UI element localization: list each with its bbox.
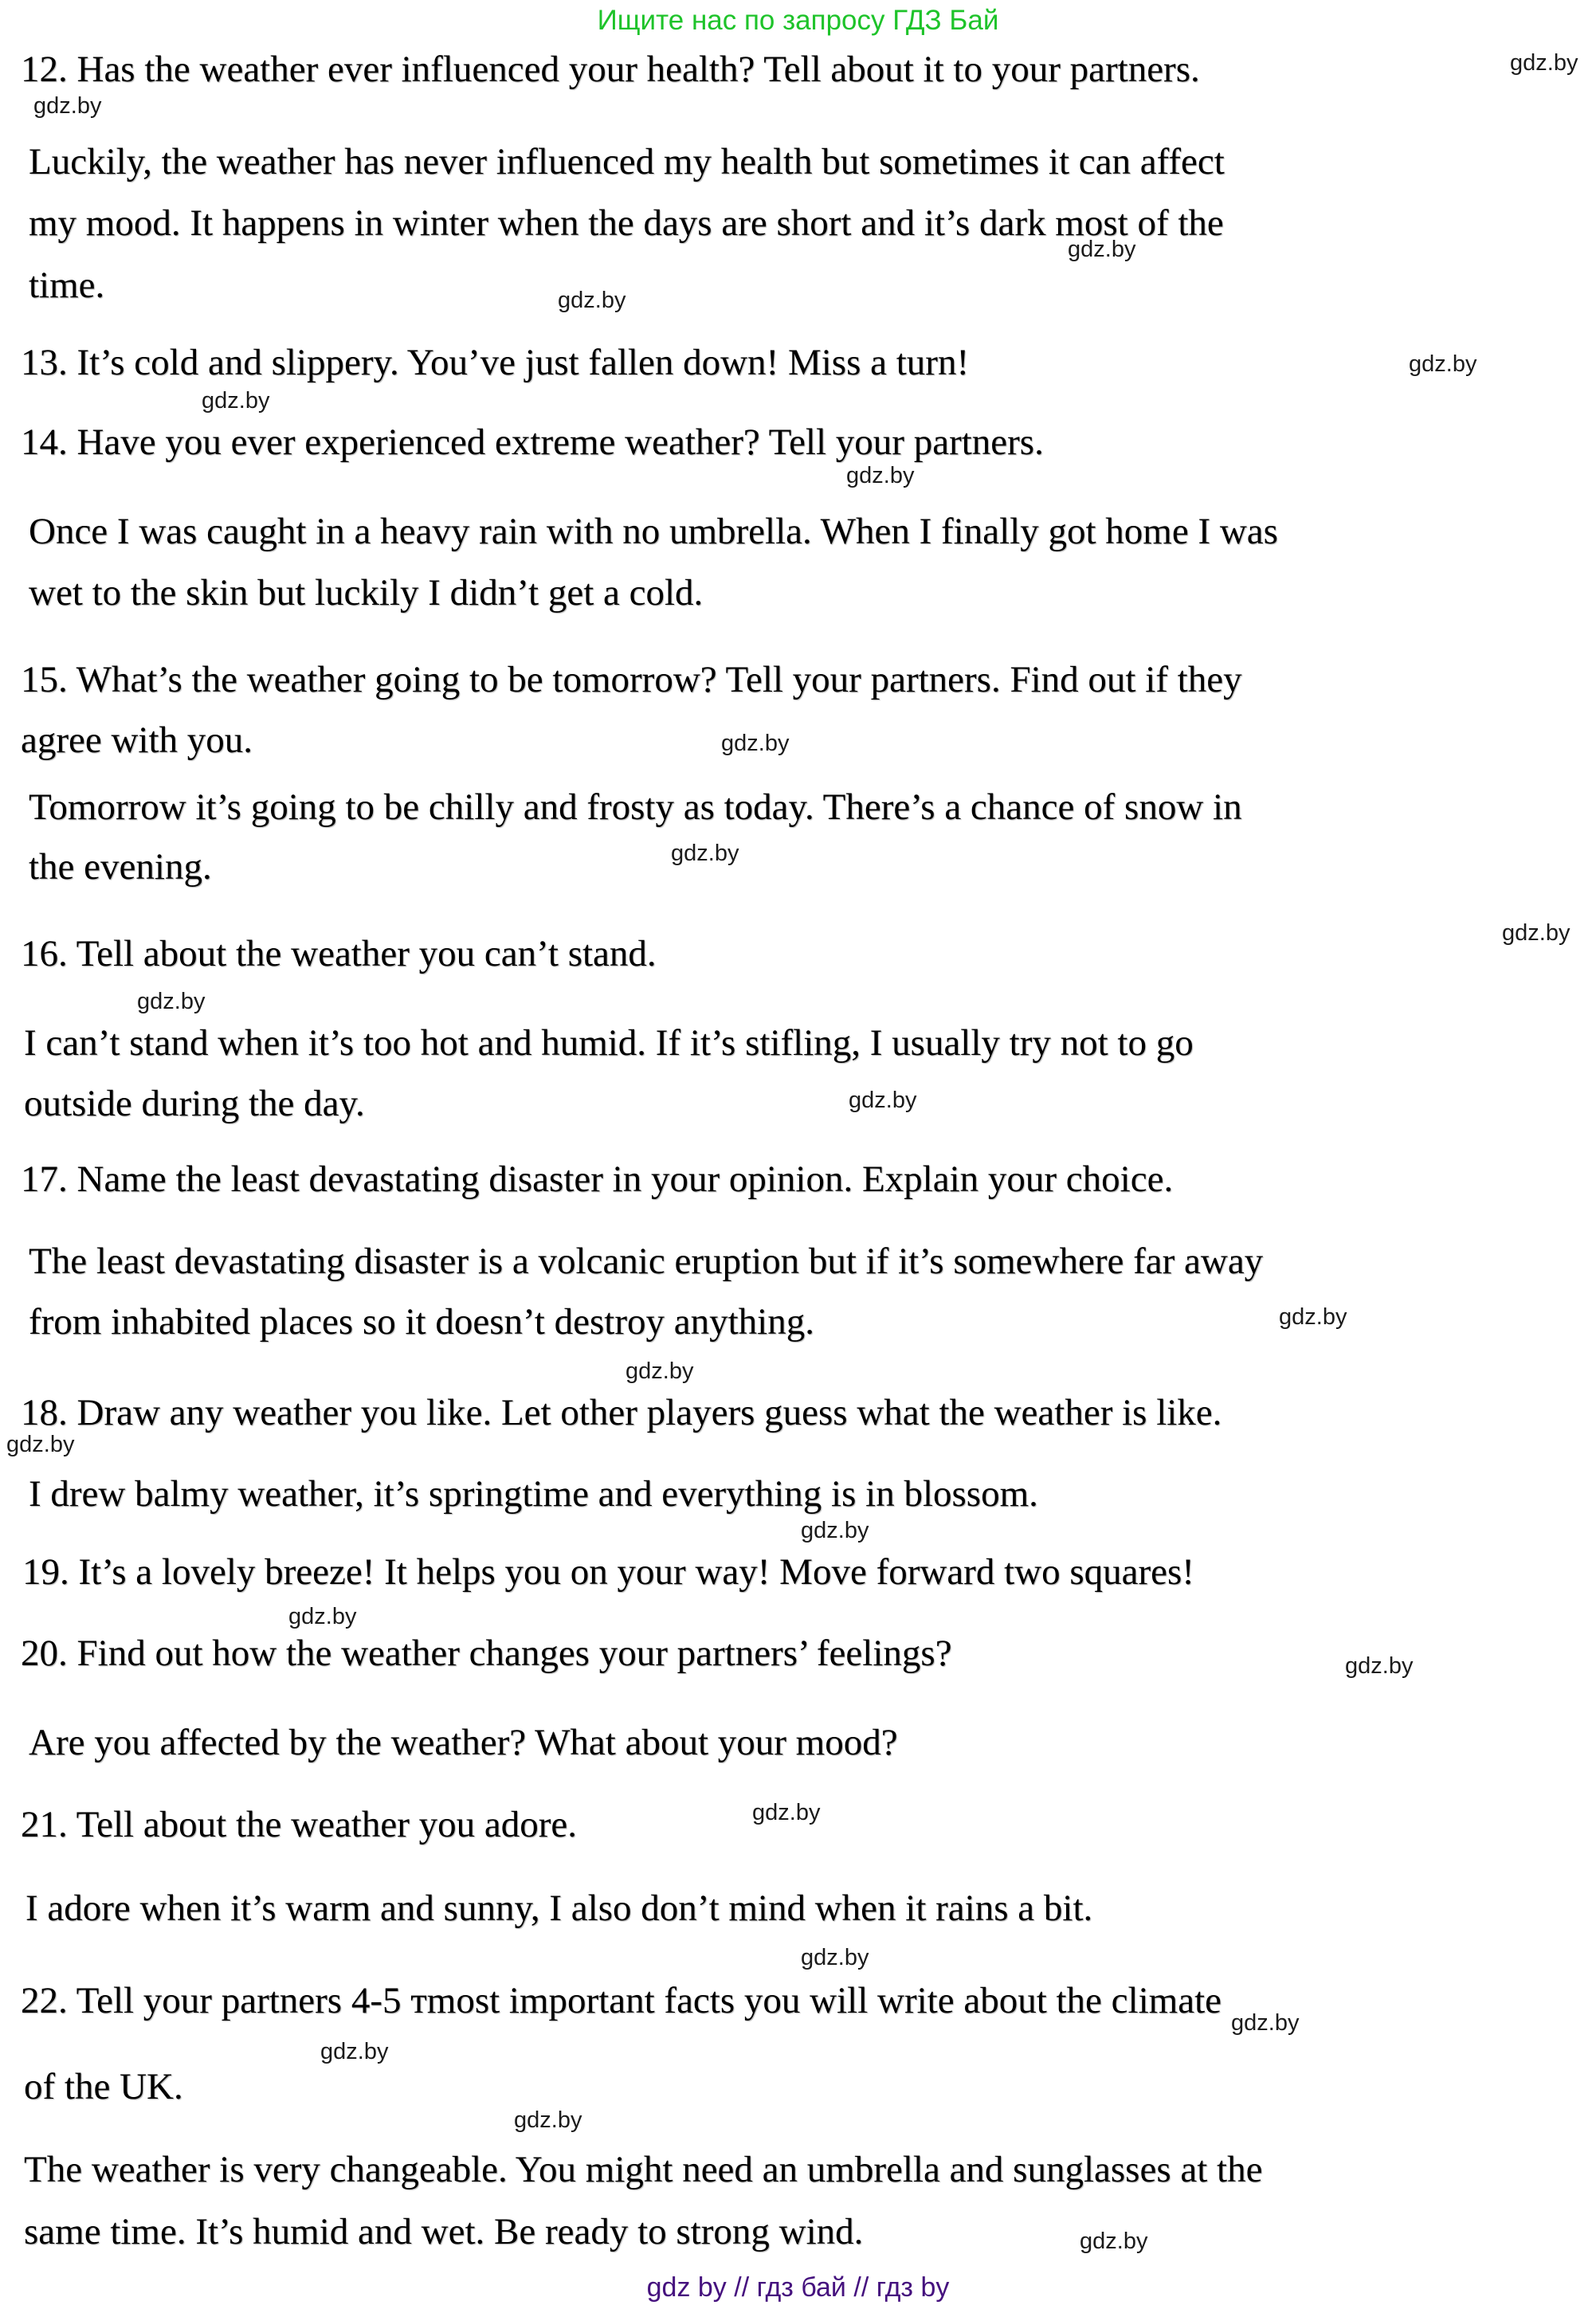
watermark-gdz: gdz.by <box>514 2107 582 2133</box>
a21-line-1: I adore when it’s warm and sunny, I also don’t mind when it rains a bit. <box>25 1888 1093 1929</box>
watermark-gdz: gdz.by <box>752 1800 821 1825</box>
q15-line-1: 15. What’s the weather going to be tomorrow? Tell your partners. Find out if they <box>21 659 1242 700</box>
watermark-gdz: gdz.by <box>137 989 206 1014</box>
watermark-gdz: gdz.by <box>320 2039 389 2064</box>
q21-line-1: 21. Tell about the weather you adore. <box>21 1804 578 1845</box>
a22-line-1: The weather is very changeable. You might need an umbrella and sunglasses at the <box>24 2149 1263 2190</box>
watermark-gdz: gdz.by <box>558 288 626 313</box>
a12-line-1: Luckily, the weather has never influenced my health but sometimes it can affect <box>29 141 1225 182</box>
a12-line-3: time. <box>29 265 105 306</box>
watermark-gdz: gdz.by <box>202 388 270 414</box>
q19-line-1: 19. It’s a lovely breeze! It helps you on your way! Move forward two squares! <box>22 1551 1194 1593</box>
a22-line-2: same time. It’s humid and wet. Be ready to strong wind. <box>24 2211 864 2252</box>
footer-promo: gdz by // гдз бай // гдз by <box>646 2272 950 2303</box>
q18-line-1: 18. Draw any weather you like. Let other players guess what the weather is like. <box>21 1392 1222 1433</box>
a18-line-1: I drew balmy weather, it’s springtime and everything is in blossom. <box>29 1473 1038 1515</box>
watermark-gdz: gdz.by <box>801 1945 869 1970</box>
q20-line-1: 20. Find out how the weather changes your partners’ feelings? <box>21 1633 952 1674</box>
promo-header: Ищите нас по запросу ГДЗ Бай <box>597 5 999 36</box>
watermark-gdz: gdz.by <box>1231 2010 1300 2036</box>
watermark-gdz: gdz.by <box>1510 50 1578 76</box>
watermark-gdz: gdz.by <box>1279 1304 1347 1330</box>
a20-line-1: Are you affected by the weather? What about your mood? <box>29 1722 898 1763</box>
watermark-gdz: gdz.by <box>721 731 790 756</box>
watermark-gdz: gdz.by <box>846 463 915 488</box>
watermark-gdz: gdz.by <box>33 93 102 119</box>
a17-line-1: The least devastating disaster is a volcanic eruption but if it’s somewhere far away <box>29 1241 1264 1282</box>
a14-line-1: Once I was caught in a heavy rain with no umbrella. When I finally got home I was <box>29 511 1278 552</box>
watermark-gdz: gdz.by <box>801 1518 869 1543</box>
watermark-gdz: gdz.by <box>1409 351 1477 377</box>
watermark-gdz: gdz.by <box>1080 2229 1148 2254</box>
q15-line-2: agree with you. <box>21 719 253 761</box>
q22-line-2: of the UK. <box>24 2066 183 2107</box>
a16-line-1: I can’t stand when it’s too hot and humid. If it’s stifling, I usually try not to go <box>24 1022 1194 1064</box>
watermark-gdz: gdz.by <box>1502 920 1571 946</box>
q16-line-1: 16. Tell about the weather you can’t stand. <box>21 933 657 974</box>
q17-line-1: 17. Name the least devastating disaster in your opinion. Explain your choice. <box>21 1158 1174 1200</box>
a12-line-2: my mood. It happens in winter when the days are short and it’s dark most of the <box>29 202 1224 244</box>
a14-line-2: wet to the skin but luckily I didn’t get a cold. <box>29 572 704 614</box>
q14-line-1: 14. Have you ever experienced extreme weather? Tell your partners. <box>21 421 1044 463</box>
q13-line-1: 13. It’s cold and slippery. You’ve just fallen down! Miss a turn! <box>21 342 970 383</box>
watermark-gdz: gdz.by <box>288 1604 357 1629</box>
watermark-gdz: gdz.by <box>1345 1653 1414 1679</box>
a17-line-2: from inhabited places so it doesn’t destroy anything. <box>29 1301 814 1343</box>
watermark-gdz: gdz.by <box>625 1358 694 1384</box>
a15-line-2: the evening. <box>29 846 212 888</box>
a16-line-2: outside during the day. <box>24 1083 365 1124</box>
watermark-gdz: gdz.by <box>1068 237 1136 262</box>
a15-line-1: Tomorrow it’s going to be chilly and frosty as today. There’s a chance of snow in <box>29 786 1242 828</box>
watermark-gdz: gdz.by <box>671 841 739 866</box>
q22-line-1: 22. Tell your partners 4-5 тmost important facts you will write about the climate <box>21 1980 1222 2021</box>
q12-line-1: 12. Has the weather ever influenced your health? Tell about it to your partners. <box>21 49 1200 90</box>
watermark-gdz: gdz.by <box>849 1088 917 1113</box>
watermark-gdz: gdz.by <box>6 1432 75 1457</box>
